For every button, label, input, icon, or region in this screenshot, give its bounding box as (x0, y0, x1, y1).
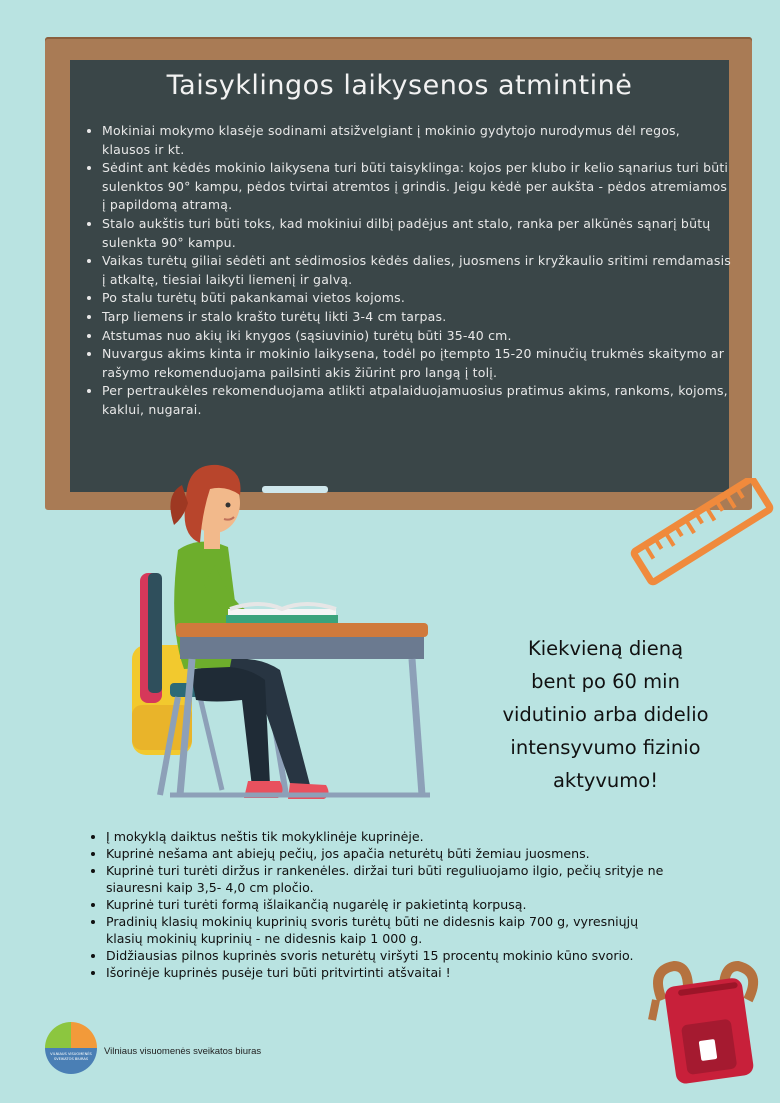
list-item: • Kuprinė turi turėti diržus ir rankenėles. diržai turi būti reguliuojamo ilgio, pečių srityje ne siauresni kaip 3,5- 4,0 cm pločio. (106, 862, 666, 896)
list-item: • Atstumas nuo akių iki knygos (sąsiuvinio) turėtų būti 35-40 cm. (102, 327, 732, 346)
posture-rules-list (84, 122, 732, 420)
motto-line: bent po 60 min (531, 670, 680, 693)
list-item: • Kuprinė turi turėti formą išlaikančią nugarėlę ir pakietintą korpusą. (106, 896, 666, 913)
list-item: • Po stalu turėtų būti pakankamai vietos kojoms. (102, 289, 732, 308)
list-item: • Vaikas turėtų giliai sėdėti ant sėdimosios kėdės dalies, juosmens ir kryžkaulio sritimi remdamasis į atkaltę, tiesiai laikyti liemenį ir galvą. (102, 252, 732, 289)
logo-text-2: SVEIKATOS BIURAS (53, 1057, 89, 1061)
list-item: • Per pertraukėles rekomenduojama atlikti atpalaiduojamuosius pratimus akims, rankoms, kojoms, kaklui, nugarai. (102, 382, 732, 419)
list-item: • Į mokyklą daiktus neštis tik mokyklinėje kuprinėje. (106, 828, 666, 845)
motto-line: aktyvumo! (552, 769, 659, 792)
backpack-icon (648, 960, 764, 1084)
motto-line: intensyvumo fizinio (510, 736, 701, 759)
list-item: • Pradinių klasių mokinių kuprinių svoris turėtų būti ne didesnis kaip 700 g, vyresniųjų klasių mokinių kuprinių - ne didesnis kaip 1 000 g. (106, 913, 666, 947)
list-item: • Tarp liemens ir stalo krašto turėtų likti 3-4 cm tarpas. (102, 308, 732, 327)
motto-line: vidutinio arba didelio (502, 703, 709, 726)
list-item: • Mokiniai mokymo klasėje sodinami atsižvelgiant į mokinio gydytojo nurodymus dėl regos, klausos ir kt. (102, 122, 732, 159)
backpack-rules-list (92, 828, 666, 981)
list-item: • Sėdint ant kėdės mokinio laikysena turi būti taisyklinga: kojos per klubo ir kelio sąnarius turi būti sulenktos 90° kampu, pėdos tvirtai atremtos į grindis. Jeigu kėdė per aukšta - pėdos atremiamos į papildomą atramą. (102, 159, 732, 215)
organization-name: Vilniaus visuomenės sveikatos biuras (104, 1046, 262, 1057)
list-item: • Nuvargus akims kinta ir mokinio laikysena, todėl po įtempto 15-20 minučių trukmės skaitymo ar rašymo rekomenduojama pailsinti akis žiūrint pro langą į tolį. (102, 345, 732, 382)
activity-motto (488, 632, 723, 797)
ruler-icon (625, 478, 775, 588)
motto-line: Kiekvieną dieną (527, 637, 684, 660)
student-at-desk-illustration (130, 455, 440, 805)
list-item: • Kuprinė nešama ant abiejų pečių, jos apačia neturėtų būti žemiau juosmens. (106, 845, 666, 862)
list-item: • Didžiausias pilnos kuprinės svoris neturėtų viršyti 15 procentų mokinio kūno svorio. (106, 947, 666, 964)
list-item: • Išorinėje kuprinės pusėje turi būti pritvirtinti atšvaitai ! (106, 964, 666, 981)
logo-text-1: VILNIAUS VISUOMENĖS (50, 1052, 92, 1056)
list-item: • Stalo aukštis turi būti toks, kad mokiniui dilbį padėjus ant stalo, ranka per alkūnės sąnarį būtų sulenkta 90° kampu. (102, 215, 732, 252)
page-title: Taisyklingos laikysenos atmintinė (166, 70, 633, 101)
organization-logo (44, 1021, 98, 1075)
